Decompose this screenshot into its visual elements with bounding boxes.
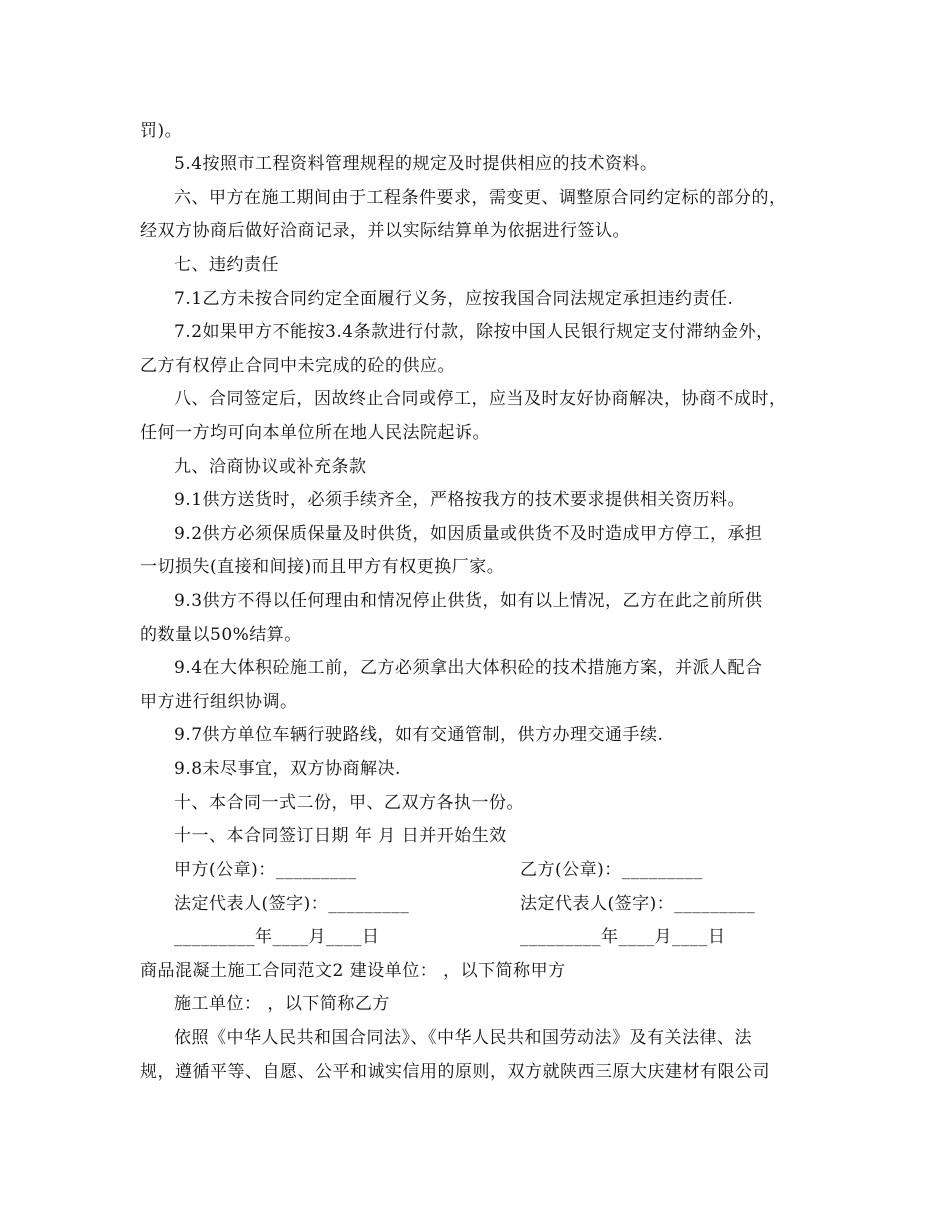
clause-10: 十、本合同一式二份，甲、乙双方各执一份。 [174,793,524,813]
party-a-seal: 甲方(公章)：_________ [174,860,357,880]
clause-7-2-line-1: 7.2如果甲方不能按3.4条款进行付款，除按中国人民银行规定支付滞纳金外， [174,322,774,342]
party-a-representative: 法定代表人(签字)：_________ [174,894,410,914]
clause-6-line-2: 经双方协商后做好洽商记录，并以实际结算单为依据进行签认。 [140,221,630,241]
party-b-representative: 法定代表人(签字)：_________ [520,894,756,914]
clause-9-4-line-2: 甲方进行组织协调。 [140,692,298,712]
clause-9-3-line-2: 的数量以50%结算。 [140,625,302,645]
legal-basis-line-1: 依照《中华人民共和国合同法》、《中华人民共和国劳动法》及有关法律、法 [174,1028,752,1048]
text-line-penalty-end: 罚)。 [140,121,183,141]
clause-9-7: 9.7供方单位车辆行驶路线，如有交通管制，供方办理交通手续. [174,725,664,745]
clause-9-8: 9.8未尽事宜，双方协商解决. [174,759,401,779]
construction-unit-line: 施工单位： ，以下简称乙方 [174,994,390,1014]
clause-6-line-1: 六、甲方在施工期间由于工程条件要求，需变更、调整原合同约定标的部分的， [174,188,787,208]
section-heading-9: 九、洽商协议或补充条款 [174,457,367,477]
clause-8-line-1: 八、合同签定后，因故终止合同或停工，应当及时友好协商解决，协商不成时， [174,389,787,409]
sample-2-title-line: 商品混凝土施工合同范文2 建设单位： ，以下简称甲方 [140,961,566,981]
clause-7-2-line-2: 乙方有权停止合同中未完成的砼的供应。 [140,356,455,376]
clause-7-1: 7.1乙方未按合同约定全面履行义务，应按我国合同法规定承担违约责任. [174,289,734,309]
clause-9-4-line-1: 9.4在大体积砼施工前，乙方必须拿出大体积砼的技术措施方案，并派人配合 [174,658,763,678]
clause-5-4: 5.4按照市工程资料管理规程的规定及时提供相应的技术资料。 [174,154,658,174]
clause-9-2-line-1: 9.2供方必须保质保量及时供货，如因质量或供货不及时造成甲方停工，承担 [174,524,763,544]
party-b-seal: 乙方(公章)：_________ [520,860,703,880]
clause-9-1: 9.1供方送货时，必须手续齐全，严格按我方的技术要求提供相关资历料。 [174,490,746,510]
clause-9-2-line-2: 一切损失(直接和间接)而且甲方有权更换厂家。 [140,557,505,577]
legal-basis-line-2: 规，遵循平等、自愿、公平和诚实信用的原则，双方就陕西三原大庆建材有限公司 [140,1062,770,1082]
clause-8-line-2: 任何一方均可向本单位所在地人民法院起诉。 [140,423,490,443]
clause-9-3-line-1: 9.3供方不得以任何理由和情况停止供货，如有以上情况，乙方在此之前所供 [174,591,763,611]
party-b-date: _________年____月____日 [520,927,726,947]
section-heading-7: 七、违约责任 [174,255,279,275]
clause-11: 十一、本合同签订日期 年 月 日并开始生效 [174,826,507,846]
party-a-date: _________年____月____日 [174,927,380,947]
